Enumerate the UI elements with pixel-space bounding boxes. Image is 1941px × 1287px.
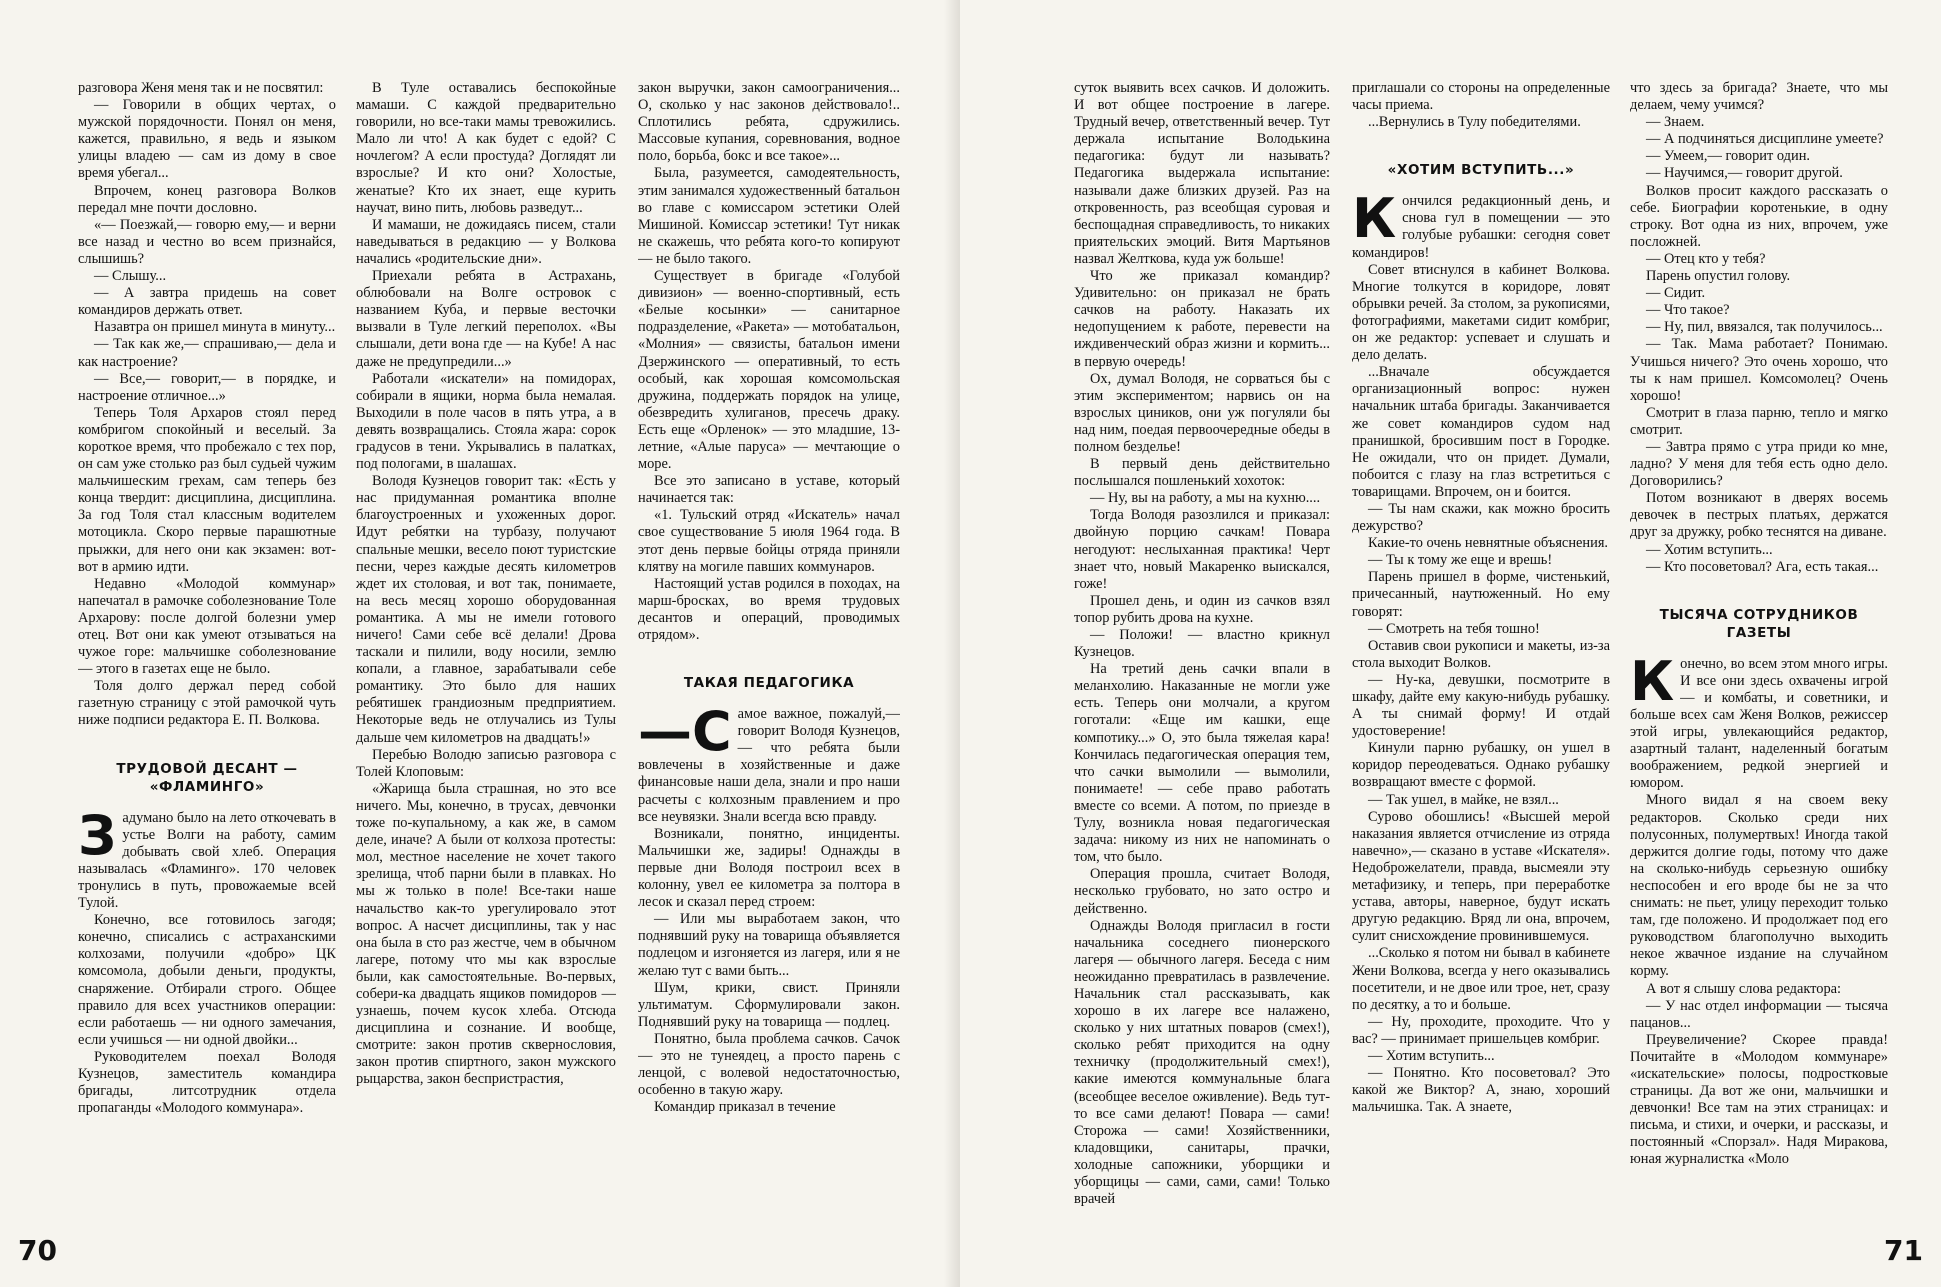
paragraph: Сурово обошлись! «Высшей мерой наказания является отчисление из отряда навечно»,— сказано в уставе «Искателя». Недоброжелатели, правда, высмеяли эту метафизику, и теперь, при переработке устава, авторы, наверное, будут искать другую редакцию. Вряд ли она, впрочем, сулит снисхождение провинившемуся. xyxy=(1352,808,1610,945)
paragraph: Была, разумеется, самодеятельность, этим занимался художественный батальон во главе с комиссаром эстетики Олей Мишиной. Комиссар эстетики! Тут никак не скажешь, что ребята кого-то копируют — не было такого. xyxy=(638,165,900,267)
paragraph: — Так ушел, в майке, не взял... xyxy=(1368,791,1559,808)
paragraph: «1. Тульский отряд «Искатель» начал свое существование 5 июля 1964 года. В этот день первые бойцы отряда приняли клятву на могиле павших коммунаров. xyxy=(638,507,900,575)
section-heading-khotim-vstupit: «ХОТИМ ВСТУПИТЬ...» xyxy=(1387,162,1575,179)
paragraph: В первый день действительно послышался пошленький хохоток: xyxy=(1074,456,1330,490)
paragraph: Много видал я на своем веку редакторов. Сколько среди них полусонных, полумертвых! Иногда такой держится долгие годы, потому что даже на сколько-нибудь серьезную ошибку неспособен и его вроде бы не за что снимать: не пьет, улицу переходит только там, где положено. И продолжает под его руководством благополучно выходить некое жвачное издание на случайном корму. xyxy=(1630,792,1888,980)
paragraph: — Ну, вы на работу, а мы на кухню.... xyxy=(1090,490,1321,507)
right-col2-paras-b xyxy=(1352,262,1610,1117)
paragraph: — У нас отдел информации — тысяча пацанов... xyxy=(1630,997,1888,1031)
paragraph: — Сидит. xyxy=(1646,285,1706,302)
paragraph: — Хотим вступить... xyxy=(1646,541,1773,558)
paragraph: Какие-то очень невнятные объяснения. xyxy=(1368,535,1609,552)
dropcap-paragraph xyxy=(1630,649,1888,793)
paragraph: — Кто посоветовал? Ага, есть такая... xyxy=(1646,558,1879,575)
drop-cap: З xyxy=(78,803,117,867)
paragraph: ...Сколько я потом ни бывал в кабинете Жени Волкова, всегда у него оказывались посетители, и не двое или трое, нет, сразу по десятку, а то и больше. xyxy=(1352,945,1610,1013)
paragraph: Что же приказал командир? Удивительно: он приказал не брать сачков на работу. Наказать их недопущением к работе, перевести на иждивенческий образ жизни и кормить... в первую очередь! xyxy=(1074,268,1330,370)
drop-cap: К xyxy=(1630,649,1675,713)
paragraph: Толя долго держал перед собой газетную страницу с этой рамочкой чуть ниже подписи редактора Е. П. Волкова. xyxy=(78,678,336,729)
paragraph: Конечно, все готовилось загодя; конечно, списались с астраханскими колхозами, получили «добро» ЦК комсомола, добыли деньги, продукты, снаряжение. Отбирали строго. Общее правило для всех участников операции: если работаешь — ни одного замечания, если учишься — ни одной двойки... xyxy=(78,912,336,1048)
paragraph: — Завтра прямо с утра приди ко мне, ладно? У меня для тебя есть одно дело. Договорились? xyxy=(1630,438,1888,490)
paragraph: Настоящий устав родился в походах, на марш-бросках, во время трудовых десантов и операций, проводимых отрядом». xyxy=(638,575,900,643)
paragraph: Перебью Володю записью разговора с Толей Клоповым: xyxy=(356,746,616,780)
paragraph: — Все,— говорит,— в порядке, и настроение отличное...» xyxy=(78,370,336,404)
paragraph: что здесь за бригада? Знаете, что мы делаем, чему учимся? xyxy=(1630,80,1888,114)
dropcap-paragraph xyxy=(78,803,336,913)
paragraph: — Или мы выработаем закон, что поднявший руку на товарища объявляется подлецом и изгоняется из лагеря, или я не желаю тут с вами быть... xyxy=(638,911,900,979)
paragraph: Теперь Толя Архаров стоял перед комбригом спокойный и веселый. За короткое время, что пробежало с тех пор, он сам уже столько раз был судьей чужим мальчишеским грехам, сам теперь без конца твердит: дисциплина, дисциплина. За год Толя стал классным водителем мотоцикла. Скоро первые парашютные прыжки, для него они как экзамен: вот-вот в армию идти. xyxy=(78,404,336,575)
paragraph: Впрочем, конец разговора Волков передал мне почти дословно. xyxy=(78,182,336,216)
paragraph: — Ты нам скажи, как можно бросить дежурство? xyxy=(1352,500,1610,535)
paragraph: Однажды Володя пригласил в гости начальника соседнего пионерского лагеря — обычного лагеря. Беседа с ним неожиданно превратилась в развлечение. Начальник стал рассказывать, как хорошо в их лагере все налажено, сколько у них штатных поваров (смех!), сколько ребят приходится на одну техничку (продолжительный смех!), какие имеются коммунальные блага (всеобщее веселое оживление). Ведь тут-то все сами делают! Повара — сами! Сторожа — сами! Хозяйственники, кладовщики, санитары, прачки, холодные сапожники, уборщики и уборщицы — сами, сами, сами! Только врачей xyxy=(1074,917,1330,1208)
paragraph: — Отец кто у тебя? xyxy=(1646,250,1766,267)
paragraph: Прошел день, и один из сачков взял топор рубить дрова на кухне. xyxy=(1074,592,1330,626)
paragraph: — Ты к тому же еще и врешь! xyxy=(1368,552,1553,569)
paragraph: Парень опустил голову. xyxy=(1646,268,1791,285)
right-col2-paras-a xyxy=(1352,80,1610,131)
paragraph: ...Вначале обсуждается организационный вопрос: нужен начальник штаба бригады. Заканчивается же совет командиров судом над пранишкой, бросившим пост в Городке. Не ожидали, что он придет. Думали, побоится с глазу на глаз встретиться с товарищами. Впрочем, он и боится. xyxy=(1352,364,1610,500)
dropcap-paragraph xyxy=(1352,187,1610,261)
drop-cap: —С xyxy=(638,700,732,764)
left-col1-paras-a xyxy=(78,80,336,730)
section-heading-trudovoi-desant: ТРУДОВОЙ ДЕСАНТ — «ФЛАМИНГО» xyxy=(116,760,298,795)
left-column-1 xyxy=(78,80,336,1270)
paragraph: Возникали, понятно, инциденты. Мальчишки же, задиры! Однажды в первые дни Володя построил всех в колонну, увел ее километра за полтора в лесок и сказал перед строем: xyxy=(638,825,900,911)
dropcap-text: онечно, во всем этом много игры. И все они здесь охвачены игрой — и комбаты, и советники, и больше всех сам Женя Волков, режиссер этой игры, увлекающийся редактор, азартный талант, наделенный богатым воображением, редкой энергией и юмором. xyxy=(1630,655,1888,792)
paragraph: — А завтра придешь на совет командиров держать ответ. xyxy=(78,285,336,319)
paragraph: — А подчиняться дисциплине умеете? xyxy=(1646,131,1884,148)
paragraph: Парень пришел в форме, чистенький, причесанный, наутюженный. Но ему говорят: xyxy=(1352,569,1610,620)
paragraph: закон выручки, закон самоограничения... О, сколько у нас законов действовало!.. Сплотились ребята, сдружились. Массовые купания, соревнования, водное поло, борьба, бокс и все такое»... xyxy=(638,80,900,165)
paragraph: Оставив свои рукописи и макеты, из-за стола выходит Волков. xyxy=(1352,637,1610,671)
paragraph: — Ну, проходите, проходите. Что у вас? — принимает пришельцев комбриг. xyxy=(1352,1013,1610,1047)
paragraph: разговора Женя меня так и не посвятил: xyxy=(78,80,324,96)
paragraph: Руководителем поехал Володя Кузнецов, заместитель командира бригады, литсотрудник отдела пропаганды «Молодого коммунара». xyxy=(78,1048,336,1117)
paragraph: Понятно, была проблема сачков. Сачок — это не тунеядец, а просто парень с ленцой, с волевой недостаточностью, особенно в такую жару. xyxy=(638,1030,900,1099)
paragraph: — Знаем. xyxy=(1646,114,1705,131)
paragraph: И мамаши, не дожидаясь писем, стали наведываться в редакцию — у Волкова начались «родительские дни». xyxy=(356,216,616,267)
paragraph: Кинули парню рубашку, он ушел в коридор переодеваться. Однако рубашку возвращают вместе с формой. xyxy=(1352,740,1610,791)
dropcap-text: адумано было на лето откочевать в устье Волги на работу, самим добывать свой хлеб. Операция называлась «Фламинго». 170 человек тронулись в путь, провожаемые всей Тулой. xyxy=(78,809,336,912)
paragraph: Тогда Володя разозлился и приказал: двойную порцию сачкам! Повара негодуют: неслыханная практика! Черт знает что, новый Макаренко выискался, гоже! xyxy=(1074,507,1330,592)
paragraph: «— Поезжай,— говорю ему,— и верни все назад и честно во всем признайся, слышишь? xyxy=(78,216,336,267)
paragraph: Работали «искатели» на помидорах, собирали в ящики, норма была немалая. Выходили в поле часов в пять утра, а в девять возвращались. Стояла жара: сорок градусов в тени. Укрывались в палатках, под пологами, в шалашах. xyxy=(356,370,616,473)
paragraph: — Так. Мама работает? Понимаю. Учишься ничего? Это очень хорошо, что ты к нам пришел. Комсомолец? Очень хорошо! xyxy=(1630,336,1888,404)
paragraph: — Понятно. Кто посоветовал? Это какой же Виктор? А, знаю, хороший мальчишка. Так. А знаете, xyxy=(1352,1065,1610,1116)
paragraph: Все это записано в уставе, который начинается так: xyxy=(638,473,900,507)
right-page xyxy=(960,0,1941,1287)
left-col1-paras-b xyxy=(78,912,336,1117)
paragraph: Смотрит в глаза парню, тепло и мягко смотрит. xyxy=(1630,404,1888,438)
paragraph: приглашали со стороны на определенные часы приема. xyxy=(1352,80,1610,114)
left-page xyxy=(0,0,960,1287)
left-col2-paras xyxy=(356,80,616,1089)
drop-cap: К xyxy=(1352,187,1397,251)
paragraph: — Научимся,— говорит другой. xyxy=(1646,165,1843,182)
paragraph: — Ну-ка, девушки, посмотрите в шкафу, дайте ему какую-нибудь рубашку. А ты снимай форму! И отдай удостоверение! xyxy=(1352,671,1610,740)
dropcap-paragraph xyxy=(638,700,900,826)
paragraph: — Что такое? xyxy=(1646,302,1730,319)
paragraph: «Жарища была страшная, но это все ничего. Мы, конечно, в трусах, девчонки тоже по-купальному, а как же, в самом деле, иначе? А были от колхоза протесты: мол, местное население не хочет такого зрелища, чтоб парни были в плавках. Но мы ж только в поле! Все-таки наше начальство как-то урегулировало этот вопрос. А насчет дисциплины, так у нас она была в сто раз жестче, чем в обычном лагере, потому что мы как взрослые были, как самостоятельные. Во-первых, собери-ка двадцать ящиков помидоров — узнаешь, почем кусок хлеба. Отсюда дисциплина и сознание. И вообще, смотрите: закон против сквернословия, закон против спиртного, закон мужского рыцарства, закон беспристрастия, xyxy=(356,780,616,1088)
paragraph: Совет втиснулся в кабинет Волкова. Многие толкутся в коридоре, ловят обрывки речей. За столом, за рукописями, фотографиями, макетами сидит комбриг, он же редактор: успевает и слушать и дело делать. xyxy=(1352,261,1610,364)
right-column-1 xyxy=(1074,80,1330,1270)
paragraph: Ох, думал Володя, не сорваться бы с этим экспериментом; нарвись он на взрослых циников, они уж погуляли бы над ним, поедая первоочередные обеды в полном безделье! xyxy=(1074,370,1330,455)
right-col3-paras-b xyxy=(1630,792,1888,1168)
right-column-2 xyxy=(1352,80,1610,1270)
paragraph: — Ну, пил, ввязался, так получилось... xyxy=(1646,319,1883,336)
page-number-left: 70 xyxy=(18,1234,57,1267)
left-col3-paras-b xyxy=(638,826,900,1117)
paragraph: — Говорили в общих чертах, о мужской порядочности. Понял он меня, кажется, правильно, я ведь и языком улицы владею — сам из дому в свое время убегал... xyxy=(78,97,336,182)
paragraph: ...Вернулись в Тулу победителями. xyxy=(1368,114,1581,131)
dropcap-text: амое важное, пожалуй,— говорит Володя Кузнецов,— что ребята были вовлечены в хозяйственные и даже финансовые наши дела, знали и про наши расчеты с колхозным правлением и про все неувязки. Знали всегда всю правду. xyxy=(638,706,900,825)
paragraph: Потом возникают в дверях восемь девочек в пестрых платьях, держатся друг за дружку, робко теснятся на диване. xyxy=(1630,490,1888,541)
paragraph: Существует в бригаде «Голубой дивизион» — военно-спортивный, есть «Белые косынки» — санитарное подразделение, «Ракета» — мотобатальон, «Молния» — связисты, батальон имени Дзержинского — оперативный, то есть особый, как хорошая комсомольская дружина, поддержать порядок на улице, обезвредить хулиганов, пресечь драку. Есть еще «Орленок» — это младшие, 13-летние, «Алые паруса» — мечтающие о море. xyxy=(638,268,900,473)
paragraph: Приехали ребята в Астрахань, облюбовали на Волге островок с названием Куба, и первые весточки вызвали в Туле легкий переполох. «Вы слышали, дети вона где — на Кубе! А нас даже не предупредили...» xyxy=(356,268,616,370)
right-column-3 xyxy=(1630,80,1888,1270)
page-number-right: 71 xyxy=(1884,1234,1923,1267)
paragraph: — Смотреть на тебя тошно! xyxy=(1368,620,1540,637)
paragraph: Командир приказал в течение xyxy=(654,1099,836,1116)
paragraph: — Так как же,— спрашиваю,— дела и как настроение? xyxy=(78,336,336,370)
dropcap-text: ончился редакционный день, и снова гул в помещении — это голубые рубашки: сегодня совет командиров! xyxy=(1352,193,1610,261)
paragraph: — Положи! — властно крикнул Кузнецов. xyxy=(1074,627,1330,661)
paragraph: А вот я слышу слова редактора: xyxy=(1646,980,1842,997)
paragraph: Преувеличение? Скорее правда! Почитайте в «Молодом коммунаре» «искательские» полосы, подростковые страницы. Да вот же они, мальчишки и девчонки! Все там на этих страницах: и письма, и стихи, и очерки, и рассказы, и постоянный «Спорзал». Надя Миракова, юная журналистка «Моло xyxy=(1630,1031,1888,1168)
left-col3-paras-a xyxy=(638,80,900,644)
paragraph: Операция прошла, считает Володя, несколько грубовато, но зато остро и действенно. xyxy=(1074,866,1330,917)
paragraph: Волков просит каждого рассказать о себе. Биографии коротенькие, в одну строку. Вот одна из них, впрочем, уже посложней. xyxy=(1630,182,1888,250)
section-heading-tysyacha: ТЫСЯЧА СОТРУДНИКОВ ГАЗЕТЫ xyxy=(1659,606,1859,641)
paragraph: суток выявить всех сачков. И доложить. И вот общее построение в лагере. Трудный вечер, ответственный вечер. Тут держала испытание Володькина педагогика: будут ли называть? Педагогика выдержала испытание: называли даже близких друзей. Раз на откровенность, раз всеобщая суровая и беспощадная справедливость, то никаких приятельских эмоций. Витя Мартьянов назвал Желткова, куда уж больше! xyxy=(1074,80,1330,267)
paragraph: Недавно «Молодой коммунар» напечатал в рамочке соболезнование Толе Архарову: после долгой болезни умер отец. Вот они как умеют отзываться на чужое горе: мальчишке соболезнование — этого в газетах еще не было. xyxy=(78,575,336,678)
right-col3-paras-a xyxy=(1630,80,1888,576)
paragraph: На третий день сачки впали в меланхолию. Наказанные не могли уже есть. Теперь они молчали, а кругом гоготали: «Еще им кашки, еще компотику...» О, это была тяжелая кара! Кончилась педагогическая операция тем, что сачки вымолили — вымолили, понимаете! — себе право работать вместе со всеми. А потом, по приезде в Тулу, возникла новая педагогическая задача: никому из них не напоминать о том, что было. xyxy=(1074,661,1330,866)
paragraph: — Умеем,— говорит один. xyxy=(1646,148,1811,165)
section-heading-pedagogika: ТАКАЯ ПЕДАГОГИКА xyxy=(683,675,855,692)
paragraph: Володя Кузнецов говорит так: «Есть у нас придуманная романтика вполне благоустроенных и ухоженных дорог. Идут ребятки на турбазу, получают спальные мешки, весело поют туристские песни, через каждые десять километров ждет их столовая, и вот так, понимаете, на весь месяц хорошо оборудованная романтика. А мы не имели готового ничего! Сами себе всё делали! Дрова таскали и пилили, воду носили, землю копали, а главное, зарабатывали себе романтику. Это было для наших ребятишек грандиозным предприятием. Некоторые ведь не отлучались из Тулы дальше чем километров на двадцать!» xyxy=(356,473,616,746)
left-column-3 xyxy=(638,80,900,1270)
right-col1-paras xyxy=(1074,80,1330,1208)
paragraph: — Слышу... xyxy=(94,268,167,285)
paragraph: В Туле оставались беспокойные мамаши. С каждой предварительно говорили, но все-таки мамы тревожились. Мало ли что! А как будет с едой? С ночлегом? А если простуда? Доглядят ли взрослые? И кто они? Холостые, женатые? Кто их знает, еще курить научат, вино пить, любовь разведут... xyxy=(356,80,616,216)
paragraph: Назавтра он пришел минута в минуту... xyxy=(94,319,336,336)
left-column-2 xyxy=(356,80,616,1270)
paragraph: Шум, крики, свист. Приняли ультиматум. Сформулировали закон. Поднявший руку на товарища — подлец. xyxy=(638,979,900,1030)
paragraph: — Хотим вступить... xyxy=(1368,1047,1495,1064)
